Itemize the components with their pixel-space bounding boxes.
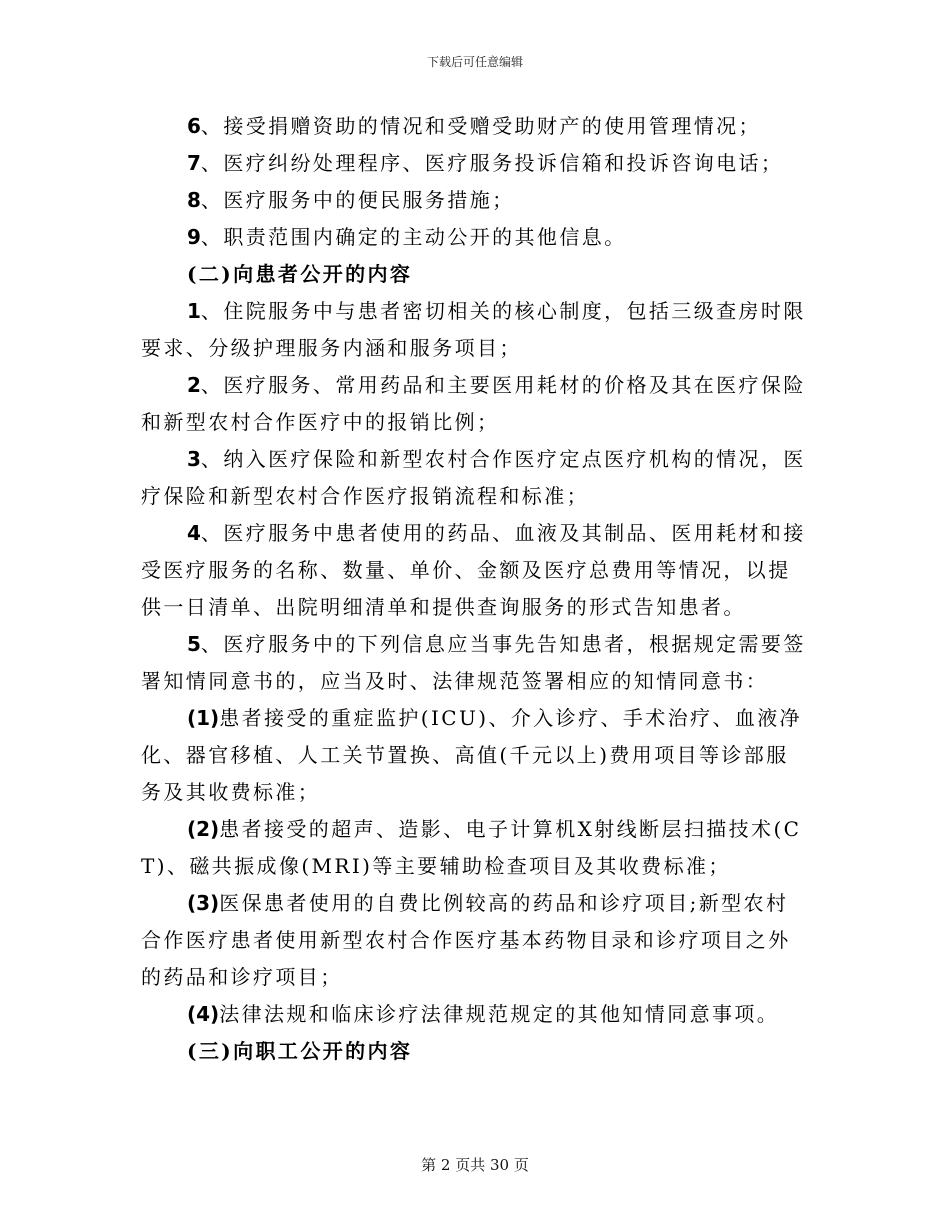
item-number: (1) — [187, 706, 220, 730]
item-number: 5 — [187, 632, 201, 656]
paragraph-item-2 — [141, 367, 809, 441]
document-body — [141, 108, 809, 1070]
item-text: 、医疗服务中患者使用的药品、血液及其制品、医用耗材和接受医疗服务的名称、数量、单价、金额及医疗总费用等情况，以提供一日清单、出院明细清单和提供查询服务的形式告知患者。 — [141, 521, 806, 619]
paragraph-item-6 — [141, 108, 809, 145]
item-number: 7 — [187, 151, 201, 175]
page-footer: 第 2 页共 30 页 — [421, 1156, 529, 1174]
item-number: (3) — [187, 891, 220, 915]
item-text: 、医疗服务中的便民服务措施； — [200, 188, 515, 212]
item-number: 6 — [187, 114, 201, 138]
item-text: 、医疗服务中的下列信息应当事先告知患者，根据规定需要签署知情同意书的，应当及时、法律规范签署相应的知情同意书： — [141, 632, 806, 693]
item-text: 、住院服务中与患者密切相关的核心制度，包括三级查房时限要求、分级护理服务内涵和服务项目； — [141, 299, 806, 360]
section-heading-patients — [141, 256, 809, 293]
item-number: (4) — [187, 1002, 220, 1026]
heading-text: (二)向患者公开的内容 — [187, 262, 413, 286]
item-text: 法律法规和临床诊疗法律规范规定的其他知情同意事项。 — [219, 1002, 780, 1026]
paragraph-subitem-2 — [141, 811, 809, 885]
paragraph-item-9 — [141, 219, 809, 256]
heading-text: (三)向职工公开的内容 — [187, 1039, 413, 1063]
item-number: 3 — [187, 447, 201, 471]
section-heading-staff — [141, 1033, 809, 1070]
item-number: 2 — [187, 373, 201, 397]
paragraph-item-3 — [141, 441, 809, 515]
paragraph-item-4 — [141, 515, 809, 626]
page-header: 下载后可任意编辑 — [426, 55, 523, 69]
item-text: 、医疗服务、常用药品和主要医用耗材的价格及其在医疗保险和新型农村合作医疗中的报销比例； — [141, 373, 806, 434]
item-number: 9 — [187, 225, 201, 249]
item-text: 患者接受的重症监护(ICU)、介入诊疗、手术治疗、血液净化、器官移植、人工关节置换、高值(千元以上)费用项目等诊部服务及其收费标准； — [141, 706, 803, 804]
item-text: 、纳入医疗保险和新型农村合作医疗定点医疗机构的情况，医疗保险和新型农村合作医疗报销流程和标准； — [141, 447, 806, 508]
paragraph-item-5 — [141, 626, 809, 700]
item-number: 4 — [187, 521, 201, 545]
item-text: 医保患者使用的自费比例较高的药品和诊疗项目;新型农村合作医疗患者使用新型农村合作医疗基本药物目录和诊疗项目之外的药品和诊疗项目； — [141, 891, 791, 989]
paragraph-subitem-4 — [141, 996, 809, 1033]
item-number: 8 — [187, 188, 201, 212]
paragraph-item-7 — [141, 145, 809, 182]
paragraph-item-1 — [141, 293, 809, 367]
item-text: 、医疗纠纷处理程序、医疗服务投诉信箱和投诉咨询电话； — [200, 151, 784, 175]
item-text: 、接受捐赠资助的情况和受赠受助财产的使用管理情况； — [200, 114, 761, 138]
item-number: 1 — [187, 299, 201, 323]
item-text: 患者接受的超声、造影、电子计算机X射线断层扫描技术(CT)、磁共振成像(MRI)等主要辅助检查项目及其收费标准； — [141, 817, 802, 878]
paragraph-subitem-1 — [141, 700, 809, 811]
item-text: 、职责范围内确定的主动公开的其他信息。 — [200, 225, 627, 249]
paragraph-item-8 — [141, 182, 809, 219]
paragraph-subitem-3 — [141, 885, 809, 996]
item-number: (2) — [187, 817, 220, 841]
